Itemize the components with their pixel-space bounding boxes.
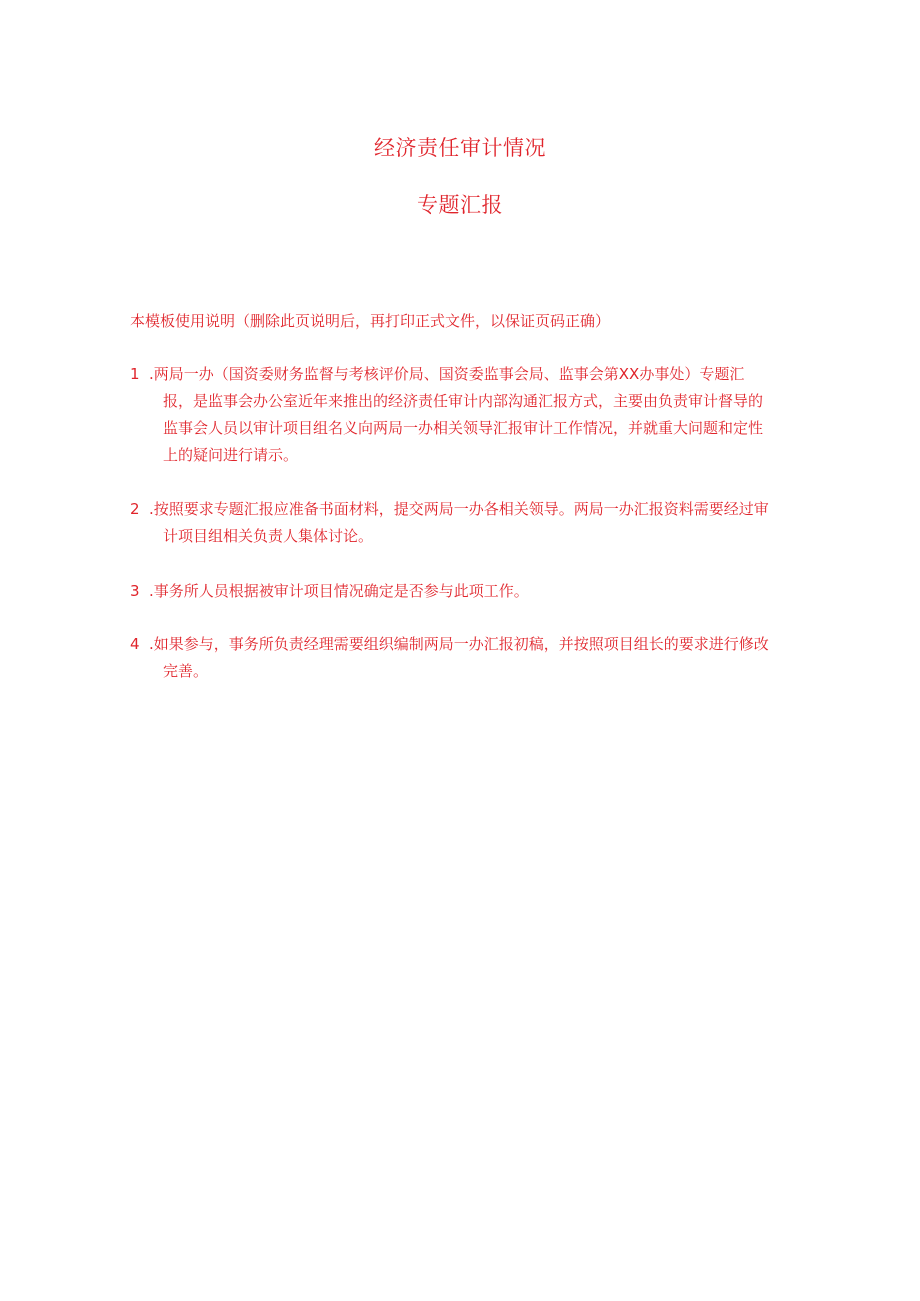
- document-subtitle: 专题汇报: [417, 193, 503, 217]
- list-item-number: 1: [130, 365, 140, 383]
- list-item-text-continued: 监事会人员以审计项目组名义向两局一办相关领导汇报审计工作情况，并就重大问题和定性: [163, 419, 764, 437]
- list-item-number: 4: [130, 635, 140, 653]
- list-item-text: .如果参与，事务所负责经理需要组织编制两局一办汇报初稿，并按照项目组长的要求进行修改: [149, 635, 769, 653]
- list-item-text-continued: 完善。: [163, 662, 209, 680]
- list-item-number: 3: [130, 582, 140, 600]
- list-item-number: 2: [130, 500, 140, 518]
- template-instructions-heading: 本模板使用说明（删除此页说明后，再打印正式文件，以保证页码正确）: [130, 312, 611, 330]
- list-item-text: .事务所人员根据被审计项目情况确定是否参与此项工作。: [149, 582, 529, 600]
- list-item-text-continued: 报，是监事会办公室近年来推出的经济责任审计内部沟通汇报方式，主要由负责审计督导的: [163, 392, 764, 410]
- list-item-text: .按照要求专题汇报应准备书面材料，提交两局一办各相关领导。两局一办汇报资料需要经过审: [149, 500, 769, 518]
- list-item-text-continued: 上的疑问进行请示。: [163, 446, 299, 464]
- document-title: 经济责任审计情况: [374, 136, 546, 160]
- list-item-text: .两局一办（国资委财务监督与考核评价局、国资委监事会局、监事会第XX办事处）专题汇: [149, 365, 745, 383]
- list-item-text-continued: 计项目组相关负责人集体讨论。: [163, 527, 374, 545]
